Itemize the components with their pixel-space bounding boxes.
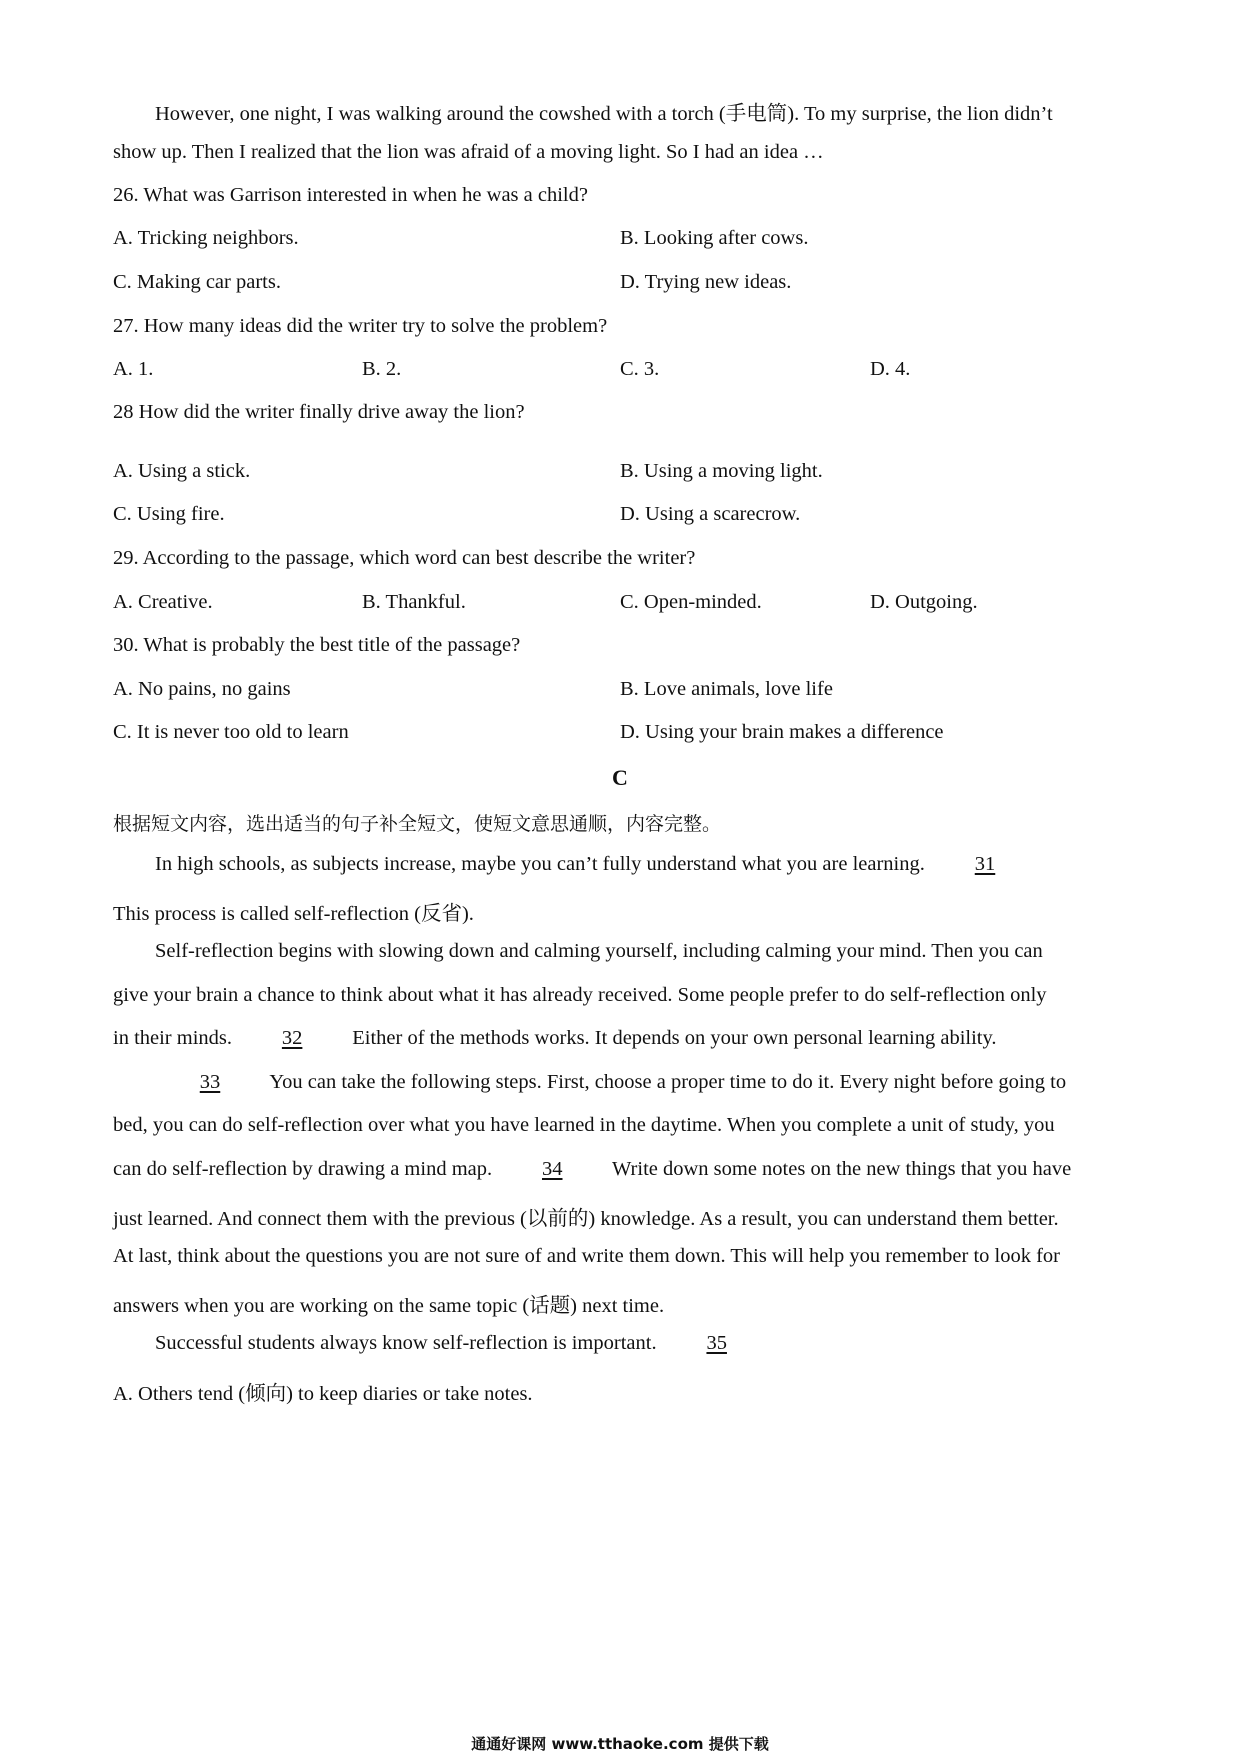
passage-text: can do self-reflection by drawing a mind map. bbox=[113, 1158, 493, 1180]
passage-b-line: show up. Then I realized that the lion was afraid of a moving light. So I had an idea … bbox=[113, 141, 824, 163]
question-29-option-d: D. Outgoing. bbox=[870, 591, 978, 613]
passage-c-line: At last, think about the questions you are not sure of and write them down. This will help you remember to look for bbox=[113, 1245, 1061, 1267]
passage-text: in their minds. bbox=[113, 1027, 233, 1049]
question-28-option-c: C. Using fire. bbox=[113, 503, 225, 525]
question-28-stem: 28 How did the writer finally drive away the lion? bbox=[113, 401, 525, 423]
question-26-option-c: C. Making car parts. bbox=[113, 271, 281, 293]
question-28-option-d: D. Using a scarecrow. bbox=[620, 503, 801, 525]
passage-c-line bbox=[155, 1071, 1066, 1094]
passage-text: Either of the methods works. It depends on your own personal learning ability. bbox=[352, 1027, 997, 1049]
blank-33: 33 bbox=[199, 1071, 221, 1093]
passage-c-line: answers when you are working on the same topic (话题) next time. bbox=[113, 1295, 665, 1317]
passage-c-line bbox=[113, 1158, 1071, 1181]
question-27-option-a: A. 1. bbox=[113, 358, 154, 380]
passage-text: Successful students always know self-reflection is important. bbox=[155, 1332, 657, 1354]
passage-text: You can take the following steps. First, choose a proper time to do it. Every night before going to bbox=[269, 1071, 1067, 1093]
question-29-stem: 29. According to the passage, which word can best describe the writer? bbox=[113, 547, 696, 569]
question-26-option-a: A. Tricking neighbors. bbox=[113, 227, 299, 249]
question-27-option-c: C. 3. bbox=[620, 358, 660, 380]
passage-text: In high schools, as subjects increase, maybe you can’t fully understand what you are learning. bbox=[155, 853, 925, 875]
passage-c-line bbox=[113, 1027, 997, 1050]
page-footer: 通通好课网 www.tthaoke.com 提供下载 bbox=[471, 1735, 769, 1753]
answer-option-a: A. Others tend (倾向) to keep diaries or take notes. bbox=[113, 1383, 533, 1405]
passage-c-line bbox=[155, 853, 1040, 876]
question-29-option-c: C. Open-minded. bbox=[620, 591, 762, 613]
blank-31: 31 bbox=[974, 853, 996, 875]
passage-c-line bbox=[155, 1332, 772, 1355]
section-heading: C bbox=[612, 765, 628, 790]
passage-c-line: give your brain a chance to think about what it has already received. Some people prefer to do self-reflection only bbox=[113, 984, 1047, 1006]
question-27-option-d: D. 4. bbox=[870, 358, 911, 380]
blank-32: 32 bbox=[281, 1027, 303, 1049]
question-30-stem: 30. What is probably the best title of the passage? bbox=[113, 634, 521, 656]
passage-c-line: bed, you can do self-reflection over what you have learned in the daytime. When you complete a unit of study, you bbox=[113, 1114, 1055, 1136]
question-27-option-b: B. 2. bbox=[362, 358, 402, 380]
blank-35: 35 bbox=[706, 1332, 727, 1354]
question-29-option-b: B. Thankful. bbox=[362, 591, 466, 613]
section-instruction: 根据短文内容，选出适当的句子补全短文，使短文意思通顺，内容完整。 bbox=[113, 813, 722, 835]
passage-text: Write down some notes on the new things that you have bbox=[612, 1158, 1072, 1180]
question-30-option-d: D. Using your brain makes a difference bbox=[620, 721, 944, 743]
passage-c-line: This process is called self-reflection (反省). bbox=[113, 903, 474, 925]
passage-c-line: just learned. And connect them with the previous (以前的) knowledge. As a result, you can understand them better. bbox=[113, 1208, 1059, 1230]
question-26-stem: 26. What was Garrison interested in when he was a child? bbox=[113, 184, 588, 206]
question-30-option-a: A. No pains, no gains bbox=[113, 678, 291, 700]
question-26-option-b: B. Looking after cows. bbox=[620, 227, 809, 249]
question-26-option-d: D. Trying new ideas. bbox=[620, 271, 792, 293]
passage-c-line: Self-reflection begins with slowing down and calming yourself, including calming your mind. Then you can bbox=[155, 940, 1043, 962]
question-29-option-a: A. Creative. bbox=[113, 591, 213, 613]
passage-b-line: However, one night, I was walking around the cowshed with a torch (手电筒). To my surprise, the lion didn’t bbox=[155, 103, 1053, 125]
question-30-option-b: B. Love animals, love life bbox=[620, 678, 833, 700]
question-28-option-a: A. Using a stick. bbox=[113, 460, 251, 482]
question-30-option-c: C. It is never too old to learn bbox=[113, 721, 349, 743]
question-28-option-b: B. Using a moving light. bbox=[620, 460, 823, 482]
question-27-stem: 27. How many ideas did the writer try to solve the problem? bbox=[113, 315, 608, 337]
blank-34: 34 bbox=[542, 1158, 563, 1180]
